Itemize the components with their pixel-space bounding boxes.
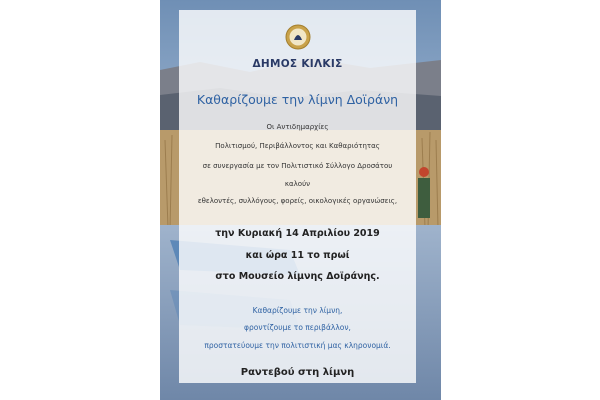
organizers-line: εθελοντές, συλλόγους, φορείς, οικολογικές οργανώσεις,: [197, 197, 398, 205]
slogan-line: προστατεύουμε την πολιτιστική μας κληρονομιά.: [204, 341, 391, 350]
slogan-line: Καθαρίζουμε την λίμνη,: [252, 306, 343, 315]
organizers-line: καλούν: [284, 180, 311, 188]
event-place: στο Μουσείο λίμνης Δοϊράνης.: [215, 271, 380, 282]
event-date: την Κυριακή 14 Απριλίου 2019: [215, 228, 380, 239]
organizers-line: Οι Αντιδημαρχίες: [266, 123, 329, 131]
slogan-line: φροντίζουμε το περιβάλλον,: [244, 323, 351, 332]
organizers-line: Πολιτισμού, Περιβάλλοντος και Καθαριότητας: [215, 142, 380, 150]
municipality-emblem-icon: [285, 24, 311, 50]
closing-line: Ραντεβού στη λίμνη: [240, 367, 355, 378]
poster-headline: Καθαρίζουμε την λίμνη Δοϊράνη: [196, 92, 399, 107]
announcement-panel: [179, 10, 416, 383]
municipality-name: ΔΗΜΟΣ ΚΙΛΚΙΣ: [252, 58, 343, 70]
organizers-line: σε συνεργασία με τον Πολιτιστικό Σύλλογο Δροσάτου: [202, 162, 393, 170]
event-time: και ώρα 11 το πρωί: [245, 250, 350, 261]
event-poster: [160, 0, 441, 400]
